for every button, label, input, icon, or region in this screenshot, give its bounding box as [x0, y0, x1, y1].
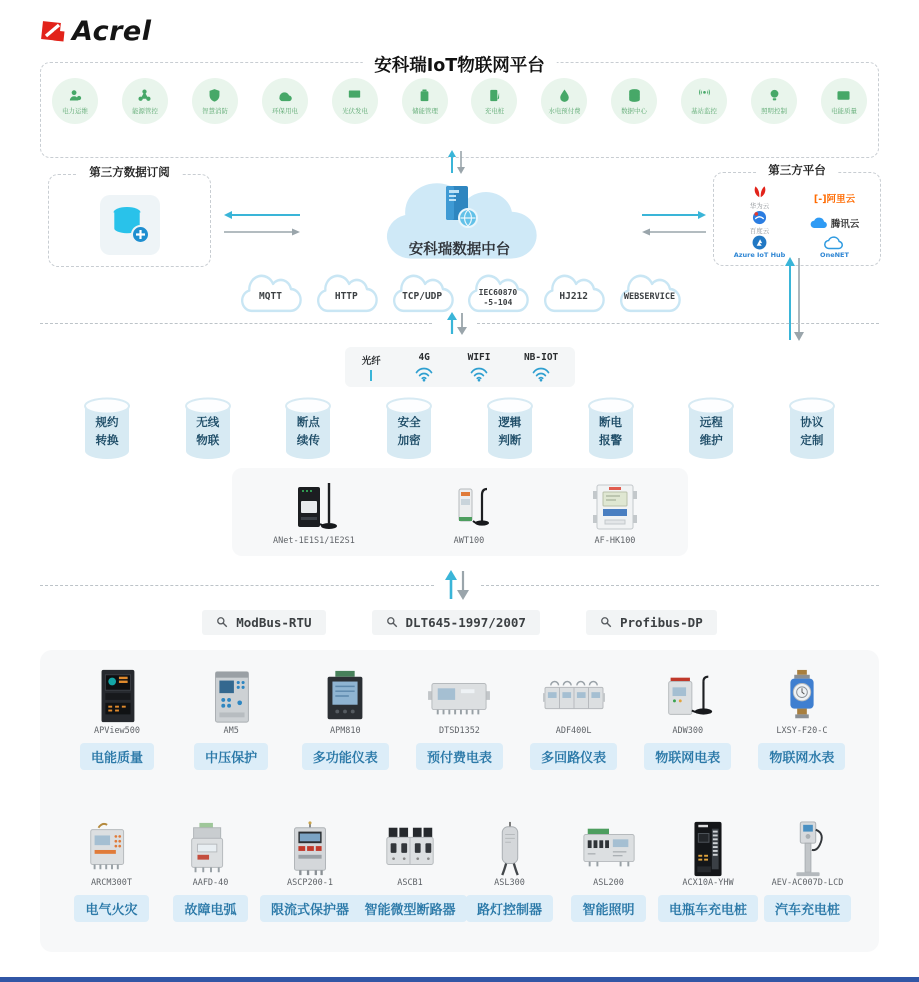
product-ascb1	[360, 820, 460, 922]
vendor-label: Azure IoT Hub	[733, 251, 786, 259]
third-party-box	[713, 163, 881, 266]
third-party-title: 第三方平台	[756, 162, 838, 178]
product-model: DTSD1352	[438, 726, 480, 736]
product-category: 中压保护	[194, 743, 268, 770]
product-category: 智能照明	[571, 895, 645, 922]
lighting-control-icon	[766, 87, 783, 104]
vendor-tencent-cloud	[810, 216, 860, 230]
product-model: ASCB1	[397, 878, 423, 888]
comm-label: WIFI	[467, 352, 491, 363]
vendor-onenet	[820, 236, 849, 259]
vendor-label: 阿里云	[826, 193, 856, 205]
comm-label: NB-IOT	[523, 352, 559, 363]
capability-label: 远程	[699, 415, 723, 429]
data-center-icon	[626, 87, 643, 104]
vendor-label: 腾讯云	[830, 218, 860, 230]
arrow-left-icon	[222, 210, 302, 220]
onenet-cloud-icon	[824, 236, 844, 250]
capability-label: 协议	[800, 415, 824, 429]
product-model: ASL300	[494, 878, 525, 888]
product-category: 预付费电表	[416, 743, 503, 770]
capability-label: 转换	[95, 432, 119, 447]
comm-links-bar	[345, 347, 575, 387]
vendor-alibaba-cloud	[814, 191, 855, 205]
product-category: 电瓶车充电桩	[658, 895, 758, 922]
wifi-icon	[469, 365, 489, 382]
solar-pv-icon	[346, 87, 363, 104]
server-globe-icon	[440, 184, 480, 230]
vendor-azure-iot-hub	[734, 235, 786, 259]
divider	[40, 323, 432, 324]
app-energy-control	[122, 78, 168, 124]
tencent-cloud-icon	[810, 216, 828, 229]
protocol-cloud-http	[310, 272, 383, 318]
link-icon	[386, 616, 399, 629]
protocol-label: WEBSERVICE	[623, 291, 676, 302]
app-label: 环保用电	[271, 106, 298, 115]
app-label: 储能管理	[411, 106, 438, 115]
capability-label: 物联	[196, 432, 220, 447]
am5-image	[200, 668, 262, 726]
lxsy-water-meter-image	[771, 668, 833, 726]
product-lxsy-f20-c	[747, 668, 857, 770]
product-model: ARCM300T	[91, 878, 132, 888]
arcm300t-image	[81, 820, 143, 878]
comm-label: 光纤	[361, 356, 381, 367]
smart-fire-icon	[206, 87, 223, 104]
gateway-model: AF-HK100	[594, 536, 636, 546]
gateway-panel	[232, 468, 688, 556]
app-label: 基站监控	[691, 106, 718, 115]
arrow-left-icon	[640, 227, 708, 237]
power-ops-icon	[67, 87, 84, 104]
capability-label: 报警	[599, 432, 623, 447]
database-plus-icon	[108, 203, 152, 247]
comm-nbiot	[524, 352, 558, 382]
gateway-afhk100	[583, 477, 647, 546]
up-down-arrows-icon	[444, 311, 470, 336]
app-base-station	[681, 78, 727, 124]
protocol-label: TCP/UDP	[402, 291, 443, 303]
awt100-gateway-image	[437, 477, 501, 533]
app-solar-pv	[332, 78, 378, 124]
capability-label: 断电	[599, 415, 623, 429]
product-apview500	[62, 668, 172, 770]
wifi-icon	[531, 365, 551, 382]
capability-cylinder	[384, 397, 434, 461]
protocol-label: MQTT	[259, 291, 282, 303]
ascp200-image	[279, 820, 341, 878]
product-arcm300t	[62, 820, 161, 922]
product-model: LXSY-F20-C	[776, 726, 828, 736]
fiber-icon	[370, 370, 373, 381]
arrow-right-icon	[222, 227, 302, 237]
data-hub-cloud	[366, 175, 553, 274]
eco-power-icon	[276, 87, 293, 104]
app-ev-charger	[471, 78, 517, 124]
product-aafd-40	[161, 820, 260, 922]
product-dtsd1352	[404, 668, 514, 770]
capability-cylinder	[183, 397, 233, 461]
app-data-center	[611, 78, 657, 124]
acx10a-cabinet-image	[677, 820, 739, 878]
product-category: 多功能仪表	[302, 743, 389, 770]
ev-charger-icon	[486, 87, 503, 104]
app-power-ops	[52, 78, 98, 124]
vendor-label: OneNET	[820, 250, 849, 259]
app-smart-fire	[192, 78, 238, 124]
power-quality-icon	[835, 87, 852, 104]
energy-control-icon	[136, 87, 153, 104]
protocol-cloud-mqtt	[234, 272, 307, 318]
product-category: 电能质量	[80, 743, 154, 770]
protocol-profibus-dp	[586, 610, 717, 635]
right-exchange-arrows	[640, 210, 708, 237]
protocol-label: Profibus-DP	[619, 615, 703, 630]
comm-label: 4G	[418, 352, 430, 363]
divider	[481, 585, 879, 586]
aev-charging-pole-image	[777, 820, 839, 878]
product-category: 路灯控制器	[466, 895, 553, 922]
link-icon	[216, 616, 229, 629]
dtsd1352-image	[428, 668, 490, 726]
capability-cylinder	[283, 397, 333, 461]
capability-label: 判断	[498, 432, 522, 447]
protocol-cloud-hj212	[537, 272, 610, 318]
devices-panel	[40, 650, 879, 952]
app-eco-power	[262, 78, 308, 124]
product-model: APView500	[93, 726, 141, 736]
app-energy-storage	[402, 78, 448, 124]
huawei-cloud-icon	[752, 185, 768, 200]
product-model: ASL200	[593, 878, 624, 888]
anet-gateway-image	[282, 477, 346, 533]
energy-storage-icon	[416, 87, 433, 104]
capability-cylinder	[787, 397, 837, 461]
product-adw300	[633, 668, 743, 770]
base-station-icon	[696, 87, 713, 104]
protocol-dlt645	[372, 610, 540, 635]
product-asl300	[460, 820, 559, 922]
product-category: 智能微型断路器	[354, 895, 467, 922]
capability-label: 逻辑	[498, 415, 522, 429]
product-model: ADW300	[672, 726, 704, 736]
comm-wifi	[468, 352, 491, 382]
bottom-accent-bar	[0, 977, 919, 982]
capability-label: 定制	[800, 432, 824, 447]
product-category: 多回路仪表	[530, 743, 617, 770]
ascb1-image	[379, 820, 441, 878]
gateway-anet	[273, 477, 355, 546]
product-category: 物联网水表	[758, 743, 845, 770]
devices-row-1	[62, 668, 857, 770]
protocol-label: ModBus-RTU	[236, 615, 312, 630]
app-power-quality	[821, 78, 867, 124]
app-label: 充电桩	[484, 106, 505, 115]
app-label: 智慧消防	[201, 106, 228, 115]
product-model: AM5	[223, 726, 239, 736]
app-label: 水电预付费	[548, 106, 581, 115]
capabilities-row	[82, 397, 837, 461]
capability-label: 加密	[397, 432, 421, 447]
devices-row-2	[62, 820, 857, 922]
adf400l-image	[543, 668, 605, 726]
brand-logo	[38, 16, 151, 47]
vendor-label: 华为云	[749, 202, 770, 210]
app-label: 数据中心	[621, 106, 648, 115]
gateway-model: AWT100	[453, 536, 485, 546]
product-model: ACX10A-YHW	[682, 878, 734, 888]
app-label: 光伏发电	[341, 106, 368, 115]
capability-label: 规约	[95, 415, 119, 429]
app-label: 能源管控	[132, 106, 158, 115]
capability-label: 无线	[196, 415, 220, 429]
vendor-baidu-cloud	[750, 210, 770, 235]
product-acx10a-yhw	[658, 820, 758, 922]
app-label: 照明控制	[761, 106, 787, 115]
afhk100-gateway-image	[583, 477, 647, 533]
capability-label: 断点	[296, 415, 320, 429]
app-label: 电能质量	[831, 106, 857, 115]
app-label: 电力运维	[62, 106, 88, 115]
capability-label: 续传	[296, 432, 320, 447]
acrel-logo-icon	[38, 17, 68, 47]
gateway-model: ANet-1E1S1/1E2S1	[273, 536, 355, 546]
product-category: 故障电弧	[173, 895, 247, 922]
divider	[40, 585, 434, 586]
product-adf400l	[519, 668, 629, 770]
aafd40-image	[180, 820, 242, 878]
asl200-image	[578, 820, 640, 878]
product-category: 电气火灾	[74, 895, 148, 922]
vendor-label: 百度云	[749, 227, 770, 235]
capability-cylinder	[686, 397, 736, 461]
protocol-label: HJ212	[559, 291, 588, 303]
product-model: ADF400L	[555, 726, 592, 736]
product-category: 限流式保护器	[260, 895, 360, 922]
product-model: APM810	[329, 726, 361, 736]
protocol-cloud-iec60870	[461, 272, 534, 318]
divider	[477, 323, 879, 324]
product-model: AAFD-40	[192, 878, 229, 888]
apm810-image	[314, 668, 376, 726]
wifi-icon	[414, 365, 434, 382]
capability-label: 维护	[699, 432, 723, 447]
vendor-huawei-cloud	[750, 185, 770, 210]
product-model: ASCP200-1	[286, 878, 334, 888]
app-lighting	[751, 78, 797, 124]
subscription-box	[48, 165, 211, 267]
protocol-label: DLT645-1997/2007	[405, 615, 526, 630]
product-asl200	[559, 820, 658, 922]
alibaba-bracket-icon: [-]	[813, 193, 827, 205]
arrow-right-icon	[640, 210, 708, 220]
app-prepaid	[541, 78, 587, 124]
vendor-grid	[722, 185, 872, 259]
platform-title: 安科瑞IoT物联网平台	[362, 52, 556, 77]
platform-apps-row	[52, 78, 867, 124]
asl300-image	[479, 820, 541, 878]
database-chip	[100, 195, 160, 255]
product-model: AEV-AC007D-LCD	[771, 878, 844, 888]
up-down-arrows-icon	[441, 569, 473, 601]
capability-cylinder	[485, 397, 535, 461]
link-icon	[600, 616, 613, 629]
protocol-cloud-webservice	[613, 272, 686, 318]
capability-cylinder	[586, 397, 636, 461]
product-am5	[176, 668, 286, 770]
data-hub-label: 安科瑞数据中台	[408, 242, 511, 258]
product-apm810	[290, 668, 400, 770]
baidu-cloud-icon	[752, 210, 767, 225]
bus-protocols-row	[0, 610, 919, 635]
gateway-awt100	[437, 477, 501, 546]
comm-fiber	[362, 353, 381, 381]
adw300-image	[657, 668, 719, 726]
protocol-label: IEC60870	[478, 288, 518, 298]
product-category: 汽车充电桩	[764, 895, 851, 922]
up-down-arrows-icon	[445, 149, 469, 175]
protocol-label: -5-104	[483, 297, 513, 307]
capability-cylinder	[82, 397, 132, 461]
product-category: 物联网电表	[644, 743, 731, 770]
product-ascp200-1	[260, 820, 360, 922]
left-exchange-arrows	[222, 210, 302, 237]
subscription-title: 第三方数据订阅	[77, 164, 182, 180]
comm-4g	[414, 352, 434, 382]
right-vertical-arrows	[782, 256, 808, 342]
capability-label: 安全	[397, 415, 421, 429]
brand-name: Acrel	[72, 16, 152, 47]
apview500-image	[86, 668, 148, 726]
product-aev-ac007d-lcd	[758, 820, 857, 922]
prepaid-water-power-icon	[556, 87, 573, 104]
azure-icon	[752, 235, 767, 250]
protocol-label: HTTP	[334, 291, 358, 303]
protocol-modbus-rtu	[202, 610, 325, 635]
